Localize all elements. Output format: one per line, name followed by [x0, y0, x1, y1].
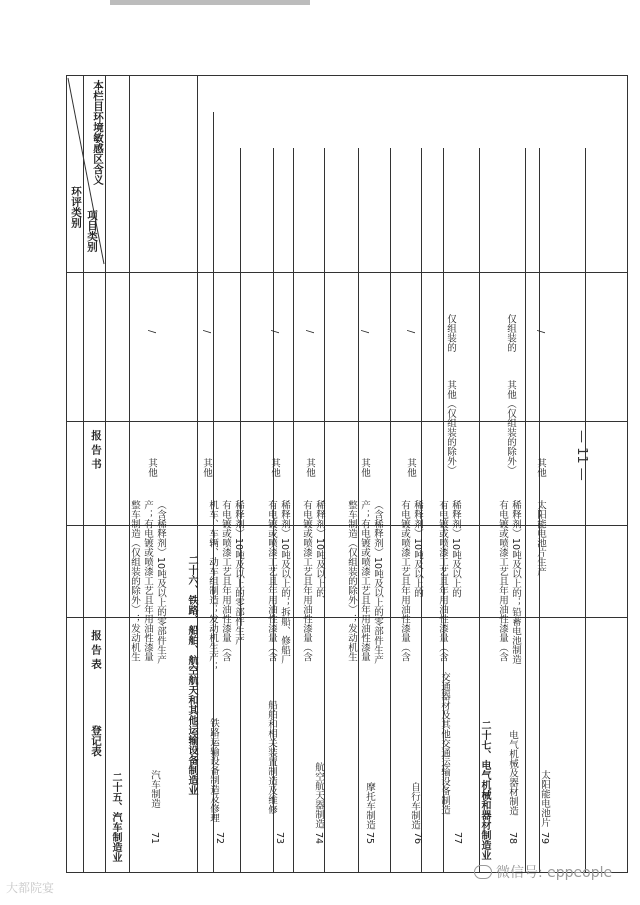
row-report-form: 其他 — [405, 458, 416, 477]
row-report-book-line: 稀释剂）10吨及以上的 — [314, 500, 325, 598]
row-line — [67, 421, 627, 422]
page-number: — 11 — — [574, 430, 589, 481]
header-registration: 登记表 — [90, 725, 102, 757]
row-item-name: 自行车制造 — [409, 782, 420, 830]
row-item-name: 船舶和相关装置制造及维修 — [266, 700, 277, 814]
col-line — [129, 76, 130, 872]
row-number: 76 — [412, 832, 423, 845]
section-26: 二十六、铁路、船舶、航空航天和其他运输设备制造业 — [186, 555, 197, 795]
row-line — [67, 272, 627, 273]
wechat-icon — [474, 865, 492, 879]
section-27: 二十七、电气机械和器材制造业 — [479, 720, 490, 860]
row-item-name: 铁路运输设备制造及修理 — [208, 718, 219, 823]
row-number: 78 — [507, 832, 518, 845]
row-report-form: 其他（仅组装的除外） — [505, 380, 516, 475]
col-line — [390, 148, 391, 872]
row-report-book-line: 有电镀或喷漆工艺且年用油性漆量（含 — [399, 500, 410, 662]
row-registration: / — [146, 330, 157, 334]
row-number: 73 — [274, 832, 285, 845]
scan-top-artifact — [110, 0, 310, 5]
row-registration: / — [269, 330, 280, 334]
header-env-category: 环评类别 — [70, 186, 82, 228]
row-report-book-line: （含稀释剂）10吨及以上的零部件生产 — [372, 500, 383, 665]
row-number: 74 — [313, 832, 324, 845]
row-report-book-line: 有电镀或喷漆工艺且年用油性漆量（含 — [437, 500, 448, 662]
watermark-right: 微信号: eppeople — [474, 862, 612, 882]
watermark-left: 大都院宴 — [6, 881, 55, 895]
col-line — [197, 76, 198, 872]
row-report-book-line: 稀释剂）10吨及以上的零部件生产 — [233, 500, 244, 646]
row-report-book-line: 整车制造（仅组装的除外）；发动机生 — [129, 500, 140, 662]
header-report-form: 报 告 表 — [90, 630, 102, 669]
row-number: 77 — [452, 832, 463, 845]
row-number: 75 — [364, 832, 375, 845]
row-report-book-line: 稀释剂）10吨及以上的 — [412, 500, 423, 598]
row-report-book-line: 整车制造（仅组装的除外）；发动机生 — [346, 500, 357, 662]
row-report-form: 其他 — [535, 458, 546, 477]
row-registration: 仅组装的 — [505, 314, 516, 352]
row-report-form: 其他 — [201, 458, 212, 477]
row-item-name: 太阳能电池片 — [539, 770, 550, 827]
row-registration: / — [359, 330, 370, 334]
row-report-form: 其他 — [359, 458, 370, 477]
row-report-book-line: 稀释剂）10吨及以上的；拆船、修船厂 — [279, 500, 290, 665]
row-report-book-line: 有电镀或喷漆工艺且年用油性漆量（含 — [301, 500, 312, 662]
row-report-book-line: 有电镀或喷漆工艺且年用油性漆量（含 — [266, 500, 277, 662]
row-report-book-line: 产；有电镀或喷漆工艺且年用油性漆量 — [359, 500, 370, 662]
header-report-book: 报 告 书 — [90, 430, 102, 469]
header-sensitive-zone: 本栏目环境敏感区含义 — [92, 80, 104, 185]
row-report-form: 其他 — [146, 458, 157, 477]
row-registration: / — [304, 330, 315, 334]
row-registration: / — [405, 330, 416, 334]
row-report-book-line: 产；有电镀或喷漆工艺且年用油性漆量 — [142, 500, 153, 662]
row-report-book-line: 稀释剂）10吨及以上的；铅蓄电池制造 — [510, 500, 521, 665]
row-report-book-line: 有电镀或喷漆工艺且年用油性漆量（含 — [497, 500, 508, 662]
row-item-name: 摩托车制造 — [364, 782, 375, 830]
row-report-form: 其他（仅组装的除外） — [445, 380, 456, 475]
row-number: 71 — [149, 832, 160, 845]
row-report-form: 其他 — [269, 458, 280, 477]
row-item-name: 汽车制造 — [149, 770, 160, 808]
col-line — [585, 148, 586, 872]
row-report-book-line: （含稀释剂）10吨及以上的零部件生产 — [155, 500, 166, 665]
row-number: 79 — [539, 832, 550, 845]
row-item-name: 电气机械及器材制造 — [507, 730, 518, 816]
row-report-book-line: 稀释剂）10吨及以上的 — [450, 500, 461, 598]
row-item-name: 交通器材及其他交通运输设备制造 — [439, 672, 450, 815]
row-report-book-line: 机车、车辆、动车组制造；发动机生产； — [207, 500, 218, 671]
col-line — [293, 148, 294, 872]
row-number: 72 — [214, 832, 225, 845]
row-registration: / — [201, 330, 212, 334]
row-report-book-line: 有电镀或喷漆工艺且年用油性漆量（含 — [220, 500, 231, 662]
row-report-book-line: 太阳能电池片生产 — [535, 500, 546, 576]
row-report-form: 其他 — [304, 458, 315, 477]
row-registration: / — [535, 330, 546, 334]
row-registration: 仅组装的 — [445, 314, 456, 352]
section-25: 二十五、汽车制造业 — [110, 772, 121, 862]
col-line — [525, 148, 526, 872]
header-item-category: 项目类别 — [86, 210, 98, 252]
row-item-name: 航空航天器制造 — [313, 762, 324, 829]
